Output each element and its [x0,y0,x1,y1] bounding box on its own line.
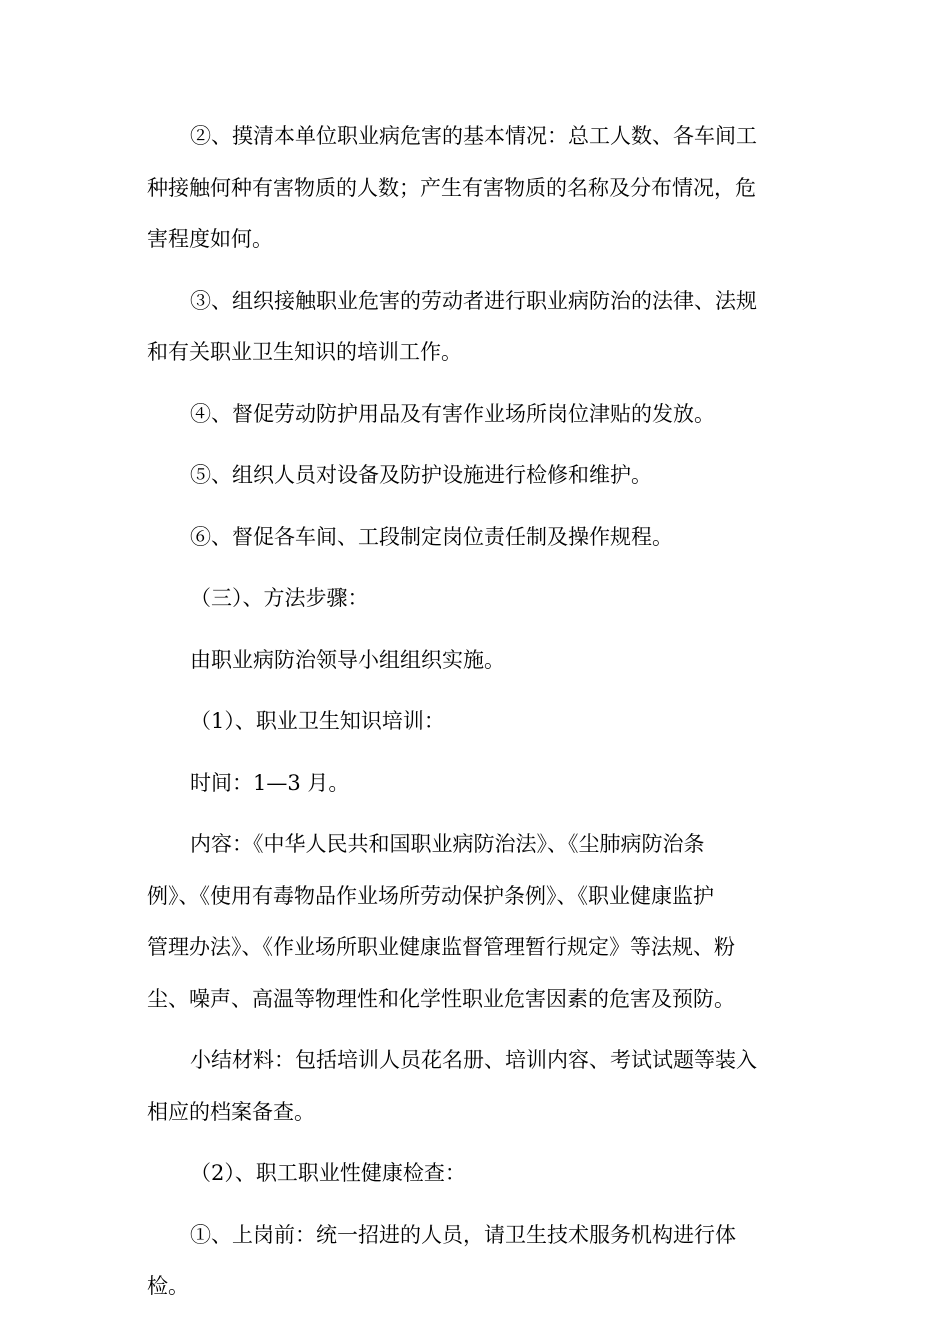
text-line: （三）、方法步骤： [190,586,369,610]
text-line: 种接触何种有害物质的人数；产生有害物质的名称及分布情况，危 [147,175,756,200]
text-line: ⑥、督促各车间、工段制定岗位责任制及操作规程。 [190,524,673,549]
paragraph-10 [147,819,807,1025]
text-line: 尘、噪声、高温等物理性和化学性职业危害因素的危害及预防。 [147,986,735,1011]
text-line: 时间：1—3 月。 [190,770,350,795]
text-line: 相应的档案备查。 [147,1099,315,1124]
subsection-heading-2 [147,1148,807,1200]
text-line: ①、上岗前：统一招进的人员，请卫生技术服务机构进行体 [190,1222,736,1247]
paragraph-4 [147,450,807,502]
text-line: ④、督促劳动防护用品及有害作业场所岗位津贴的发放。 [190,401,715,426]
paragraph-11 [147,1035,807,1138]
text-line: 管理办法》、《作业场所职业健康监督管理暂行规定》等法规、粉 [147,935,735,959]
paragraph-13 [147,1210,807,1313]
text-line: （2）、职工职业性健康检查： [190,1161,466,1185]
text-line: ③、组织接触职业危害的劳动者进行职业病防治的法律、法规 [190,288,757,313]
text-line: （1）、职业卫生知识培训： [190,709,445,733]
text-line: 检。 [147,1274,189,1298]
document-page [147,111,807,1323]
paragraph-5 [147,512,807,564]
paragraph-9 [147,758,807,810]
subsection-heading-1 [147,696,807,748]
text-line: ②、摸清本单位职业病危害的基本情况：总工人数、各车间工 [190,124,757,148]
paragraph-1 [147,111,807,266]
text-line: 例》、《使用有毒物品作业场所劳动保护条例》、《职业健康监护 [147,883,714,908]
paragraph-7 [147,635,807,687]
paragraph-2 [147,276,807,379]
text-line: 由职业病防治领导小组组织实施。 [190,647,505,672]
text-line: ⑤、组织人员对设备及防护设施进行检修和维护。 [190,463,652,487]
text-line: 小结材料：包括培训人员花名册、培训内容、考试试题等装入 [190,1048,757,1072]
text-line: 害程度如何。 [147,227,273,251]
paragraph-3 [147,389,807,441]
text-line: 内容：《中华人民共和国职业病防治法》、《尘肺病防治条 [190,832,705,856]
section-heading [147,573,807,625]
text-line: 和有关职业卫生知识的培训工作。 [147,340,462,364]
